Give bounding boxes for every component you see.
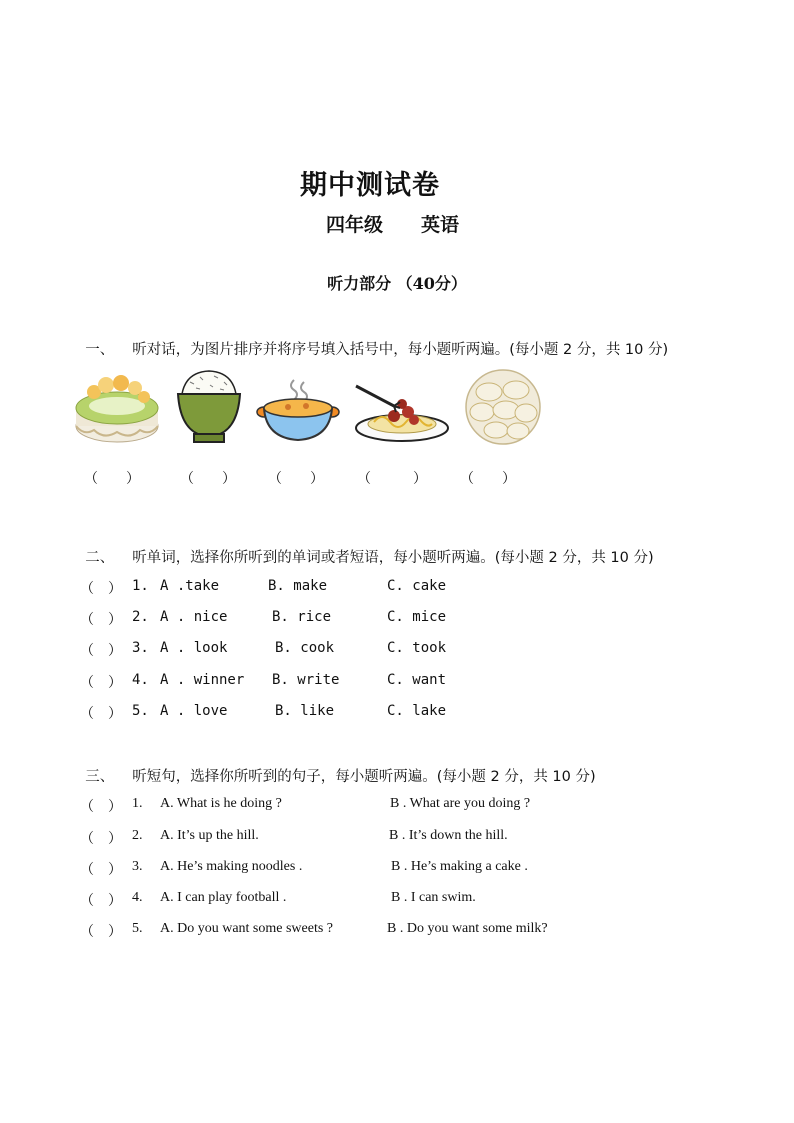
option-b: B . Do you want some milk? <box>387 921 548 936</box>
option-b: B . It’s down the hill. <box>389 828 508 843</box>
option-c: C. took <box>387 640 447 656</box>
item-number: 1. <box>132 578 149 594</box>
subject-label: 英语 <box>421 214 460 236</box>
soup-bowl-icon <box>256 376 340 446</box>
section3-number: 三、 <box>85 769 115 785</box>
option-c: C. cake <box>387 578 447 594</box>
item-number: 5. <box>132 703 149 719</box>
item-number: 2. <box>132 828 143 843</box>
option-a: A . love <box>160 703 228 719</box>
rice-bowl-icon <box>176 368 242 444</box>
part-heading: 听力部分 （40分） <box>327 274 467 293</box>
item-number: 5. <box>132 921 143 936</box>
answer-bracket[interactable]: （ ） <box>80 862 122 878</box>
section3-heading <box>76 749 596 786</box>
section2-instruction: 听单词，选择你所听到的单词或者短语，每小题听两遍。(每小题 2 分，共 10 分) <box>132 550 654 566</box>
section1-number: 一、 <box>85 342 115 358</box>
option-b: B . He’s making a cake . <box>391 859 528 874</box>
section2-number: 二、 <box>85 550 115 566</box>
picture-bracket-3[interactable]: （ ） <box>268 471 324 487</box>
option-a: A .take <box>160 578 220 594</box>
answer-bracket[interactable]: （ ） <box>80 799 122 815</box>
option-c: C. want <box>387 672 447 688</box>
option-c: C. mice <box>387 609 447 625</box>
option-a: A . nice <box>160 609 228 625</box>
cake-icon <box>74 370 160 448</box>
dumplings-icon <box>464 368 542 446</box>
item-number: 4. <box>132 890 143 905</box>
section3-instruction: 听短句，选择你所听到的句子，每小题听两遍。(每小题 2 分，共 10 分) <box>132 769 596 785</box>
item-number: 2. <box>132 609 149 625</box>
option-b: B . I can swim. <box>391 890 476 905</box>
picture-bracket-4[interactable]: （ ） <box>357 471 427 487</box>
answer-bracket[interactable]: （ ） <box>80 831 122 847</box>
option-a: A. What is he doing ? <box>160 796 282 811</box>
picture-bracket-1[interactable]: （ ） <box>84 471 140 487</box>
option-a: A. He’s making noodles . <box>160 859 303 874</box>
answer-bracket[interactable]: （ ） <box>80 581 122 597</box>
noodles-icon <box>354 376 450 444</box>
grade-label: 四年级 <box>326 214 384 236</box>
option-a: A. Do you want some sweets ? <box>160 921 334 936</box>
option-b: B . What are you doing ? <box>390 796 531 811</box>
section1-instruction: 听对话，为图片排序并将序号填入括号中，每小题听两遍。(每小题 2 分，共 10 分) <box>132 342 669 358</box>
item-number: 3. <box>132 859 143 874</box>
option-b: B. write <box>272 672 340 688</box>
section2-heading <box>76 530 654 567</box>
picture-bracket-2[interactable]: （ ） <box>180 471 236 487</box>
option-b: B. make <box>268 578 328 594</box>
answer-bracket[interactable]: （ ） <box>80 675 122 691</box>
section1-heading <box>76 322 668 359</box>
answer-bracket[interactable]: （ ） <box>80 612 122 628</box>
page-title: 期中测试卷 <box>300 170 440 201</box>
item-number: 4. <box>132 672 149 688</box>
answer-bracket[interactable]: （ ） <box>80 643 122 659</box>
option-b: B. rice <box>272 609 332 625</box>
option-c: C. lake <box>387 703 447 719</box>
answer-bracket[interactable]: （ ） <box>80 893 122 909</box>
option-a: A. It’s up the hill. <box>160 828 259 843</box>
answer-bracket[interactable]: （ ） <box>80 924 122 940</box>
option-a: A . winner <box>160 672 245 688</box>
option-b: B. like <box>275 703 335 719</box>
answer-bracket[interactable]: （ ） <box>80 706 122 722</box>
option-a: A. I can play football . <box>160 890 287 905</box>
option-b: B. cook <box>275 640 335 656</box>
item-number: 1. <box>132 796 143 811</box>
item-number: 3. <box>132 640 149 656</box>
picture-bracket-5[interactable]: （ ） <box>460 471 516 487</box>
option-a: A . look <box>160 640 228 656</box>
